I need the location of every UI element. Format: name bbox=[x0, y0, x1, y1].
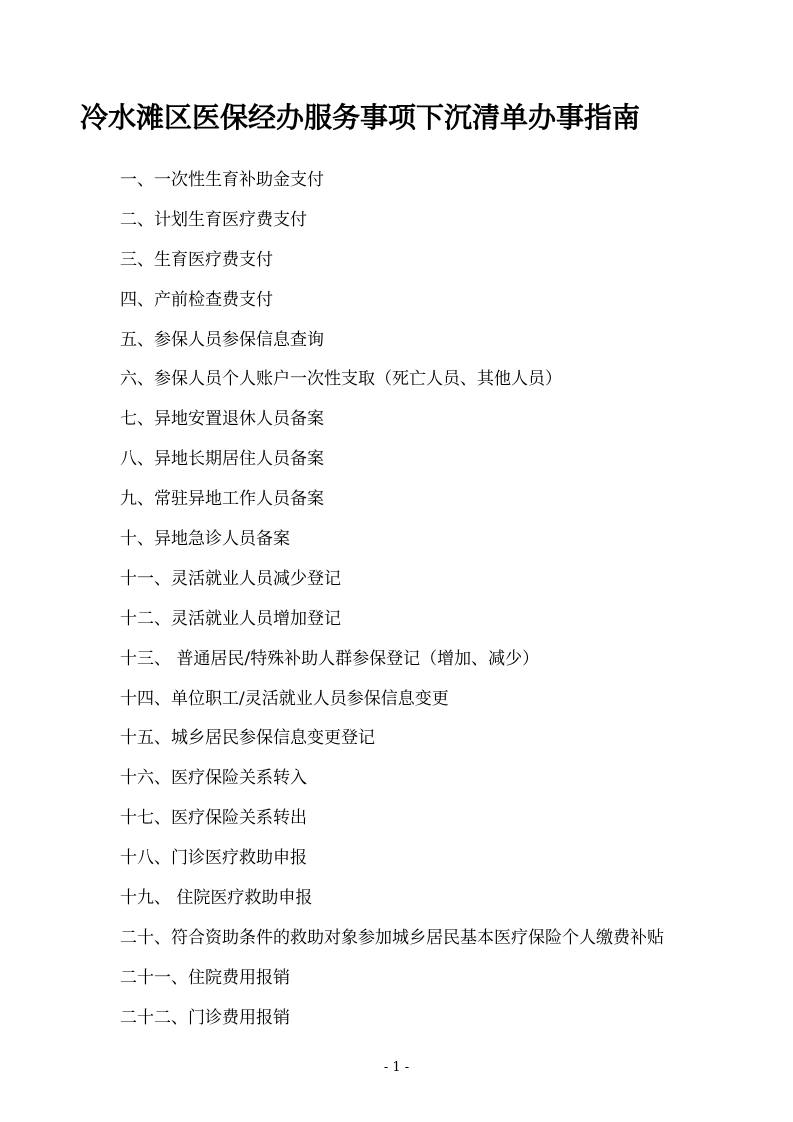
service-item-list bbox=[120, 161, 664, 1039]
list-item: 二十一、住院费用报销 bbox=[120, 967, 290, 988]
list-item: 十、异地急诊人员备案 bbox=[120, 529, 290, 550]
list-item: 十二、灵活就业人员增加登记 bbox=[120, 608, 341, 629]
list-item: 七、异地安置退休人员备案 bbox=[120, 409, 324, 430]
list-item: 十七、医疗保险关系转出 bbox=[120, 808, 307, 829]
list-item: 十六、医疗保险关系转入 bbox=[120, 768, 307, 789]
page-number: - 1 - bbox=[383, 1060, 410, 1075]
list-item: 十八、门诊医疗救助申报 bbox=[120, 848, 307, 869]
list-item: 六、参保人员个人账户一次性支取（死亡人员、其他人员） bbox=[120, 369, 562, 390]
list-item: 十三、 普通居民/特殊补助人群参保登记（增加、减少） bbox=[120, 648, 540, 669]
list-item: 十一、灵活就业人员减少登记 bbox=[120, 568, 341, 589]
list-item: 十四、单位职工/灵活就业人员参保信息变更 bbox=[120, 688, 449, 709]
list-item: 五、参保人员参保信息查询 bbox=[120, 329, 324, 350]
list-item: 三、生育医疗费支付 bbox=[120, 249, 273, 270]
list-item: 二十、符合资助条件的救助对象参加城乡居民基本医疗保险个人缴费补贴 bbox=[120, 927, 664, 948]
list-item: 九、常驻异地工作人员备案 bbox=[120, 489, 324, 510]
list-item: 八、异地长期居住人员备案 bbox=[120, 449, 324, 470]
list-item: 四、产前检查费支付 bbox=[120, 289, 273, 310]
list-item: 一、一次性生育补助金支付 bbox=[120, 170, 324, 190]
page-title: 冷水滩区医保经办服务事项下沉清单办事指南 bbox=[80, 101, 641, 134]
list-item: 二、计划生育医疗费支付 bbox=[120, 209, 307, 230]
list-item: 十九、 住院医疗救助申报 bbox=[120, 888, 313, 909]
list-item: 十五、城乡居民参保信息变更登记 bbox=[120, 728, 375, 749]
list-item: 二十二、门诊费用报销 bbox=[120, 1007, 290, 1028]
